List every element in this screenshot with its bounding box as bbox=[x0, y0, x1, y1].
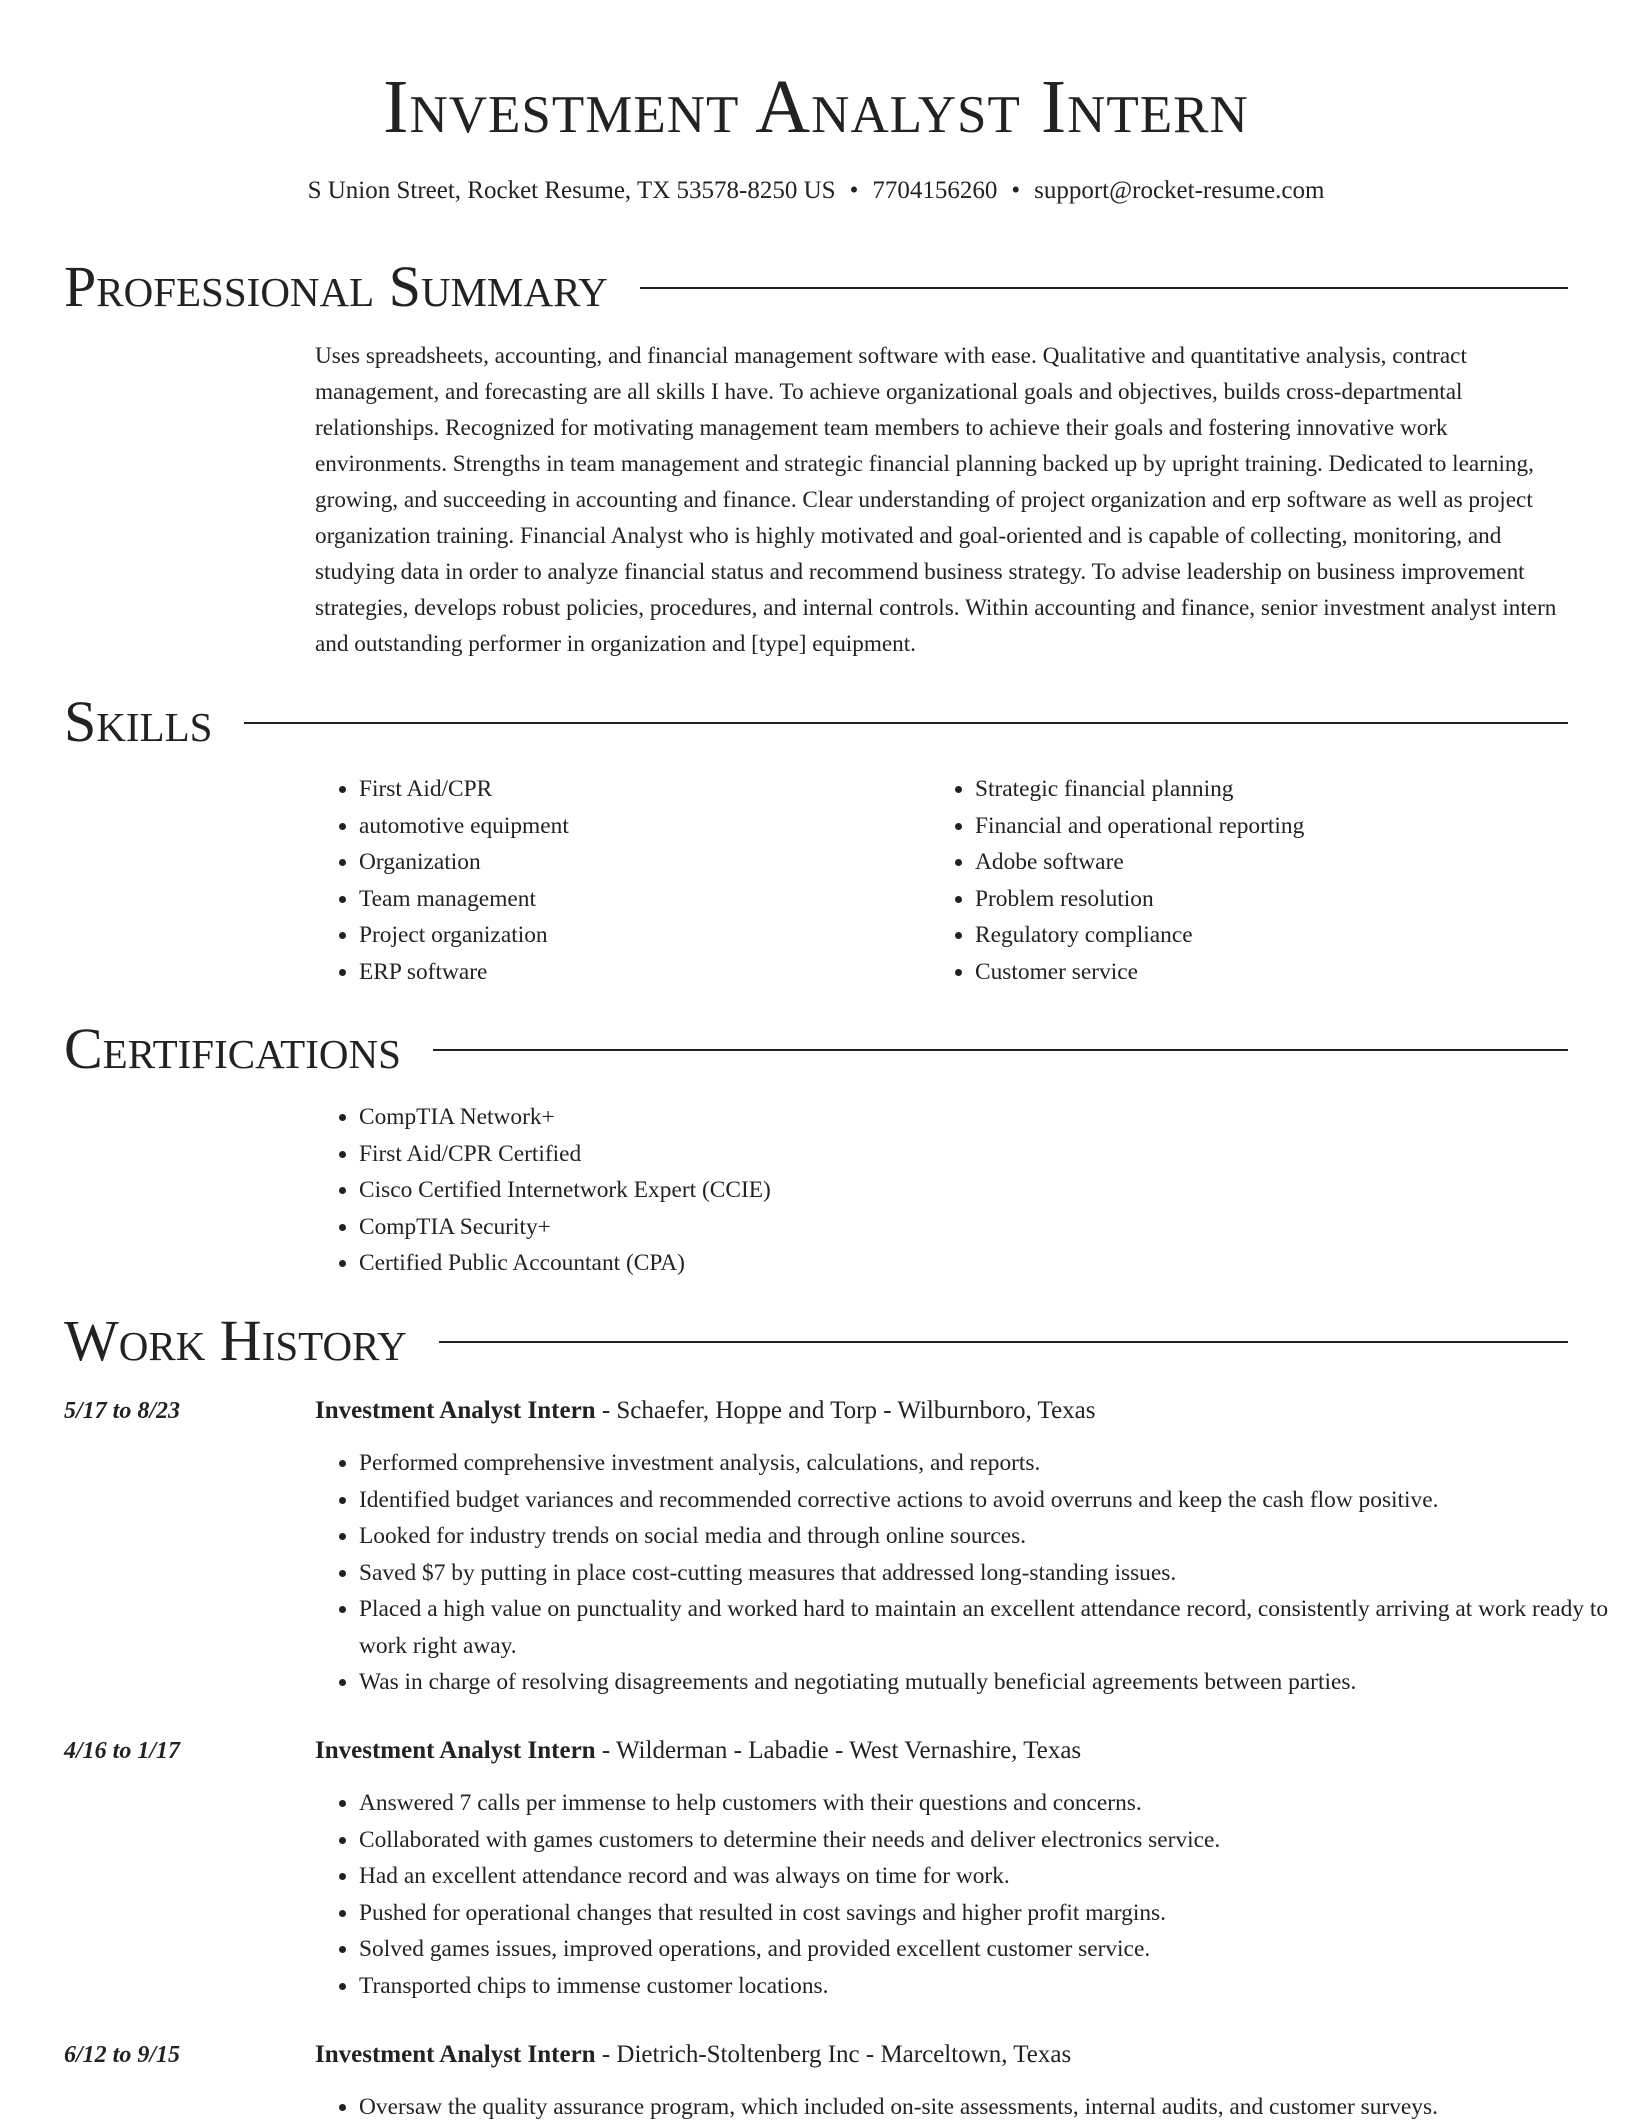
skills-right-column bbox=[931, 771, 1304, 990]
job-bullet: • Looked for industry trends on social media and through online sources. bbox=[359, 1518, 1612, 1555]
job-bullets bbox=[315, 1445, 1612, 1701]
certification-item: • First Aid/CPR Certified bbox=[359, 1136, 771, 1173]
contact-email: support@rocket-resume.com bbox=[1034, 177, 1325, 204]
skill-item: • Customer service bbox=[975, 954, 1304, 991]
skill-item: • Strategic financial planning bbox=[975, 771, 1304, 808]
certification-item: • CompTIA Security+ bbox=[359, 1209, 771, 1246]
skill-item: • Problem resolution bbox=[975, 881, 1304, 918]
skills-left-column bbox=[315, 771, 569, 990]
job-header bbox=[315, 2037, 1071, 2073]
section-divider bbox=[640, 287, 1568, 289]
job-bullet: • Identified budget variances and recommended corrective actions to avoid overruns and keep the cash flow positive. bbox=[359, 1482, 1612, 1519]
skills-section-header bbox=[64, 689, 1568, 755]
certification-item: • Cisco Certified Internetwork Expert (CCIE) bbox=[359, 1172, 771, 1209]
job-header bbox=[315, 1393, 1096, 1429]
skill-item: • ERP software bbox=[359, 954, 569, 991]
job-title: Investment Analyst Intern bbox=[315, 2041, 596, 2068]
job-header bbox=[315, 1733, 1081, 1769]
skill-item: • Regulatory compliance bbox=[975, 917, 1304, 954]
job-bullet: • Pushed for operational changes that resulted in cost savings and higher profit margins. bbox=[359, 1895, 1612, 1932]
skill-item: • automotive equipment bbox=[359, 808, 569, 845]
skills-list-right bbox=[931, 771, 1304, 990]
job-bullet: • Collaborated with games customers to determine their needs and deliver electronics service. bbox=[359, 1822, 1612, 1859]
skill-item: • Team management bbox=[359, 881, 569, 918]
job-bullet: • Solved games issues, improved operations, and provided excellent customer service. bbox=[359, 1931, 1612, 1968]
skill-item: • Organization bbox=[359, 844, 569, 881]
certification-item: • Certified Public Accountant (CPA) bbox=[359, 1245, 771, 1282]
contact-separator: • bbox=[1011, 177, 1021, 204]
work-heading: Work History bbox=[64, 1308, 407, 1373]
job-dates: 6/12 to 9/15 bbox=[64, 2042, 181, 2068]
skill-item: • Adobe software bbox=[975, 844, 1304, 881]
job-bullet: • Had an excellent attendance record and was always on time for work. bbox=[359, 1858, 1612, 1895]
job-bullet: • Was in charge of resolving disagreements and negotiating mutually beneficial agreements between parties. bbox=[359, 1664, 1612, 1701]
job-title: Investment Analyst Intern bbox=[315, 1737, 596, 1764]
certifications-block bbox=[315, 1099, 771, 1282]
job-bullet: • Oversaw the quality assurance program, which included on-site assessments, internal audits, and customer surveys. bbox=[359, 2089, 1612, 2126]
summary-heading: Professional Summary bbox=[64, 254, 608, 319]
skill-item: • First Aid/CPR bbox=[359, 771, 569, 808]
section-divider bbox=[433, 1049, 1568, 1051]
summary-text: Uses spreadsheets, accounting, and financial management software with ease. Qualitative and quantitative analysis, contract management, and forecasting are all skills I have. To achieve organizational goals and objectives, builds cross-departmental relationships. Recognized for motivating management team members to achieve their goals and fostering innovative work environments. Strengths in team management and strategic financial planning backed up by upright training. Dedicated to learning, growing, and succeeding in accounting and finance. Clear understanding of project organization and erp software as well as project organization training. Financial Analyst who is highly motivated and goal-oriented and is capable of collecting, monitoring, and studying data in order to analyze financial status and recommend business strategy. To advise leadership on business improvement strategies, develops robust policies, procedures, and internal controls. Within accounting and finance, senior investment analyst intern and outstanding performer in organization and [type] equipment. bbox=[315, 343, 1557, 657]
contact-address: S Union Street, Rocket Resume, TX 53578-8250 US bbox=[307, 177, 836, 204]
job-dates: 5/17 to 8/23 bbox=[64, 1398, 181, 1424]
certifications-list bbox=[315, 1099, 771, 1282]
certification-item: • CompTIA Network+ bbox=[359, 1099, 771, 1136]
skills-heading: Skills bbox=[64, 689, 213, 754]
job-bullet: • Placed a high value on punctuality and worked hard to maintain an excellent attendance record, consistently arriving at work ready to work right away. bbox=[359, 1591, 1612, 1664]
job-bullet: • Answered 7 calls per immense to help customers with their questions and concerns. bbox=[359, 1785, 1612, 1822]
job-company-location: - Wilderman - Labadie - West Vernashire, Texas bbox=[595, 1737, 1082, 1764]
job-bullet: • Performed comprehensive investment analysis, calculations, and reports. bbox=[359, 1445, 1612, 1482]
summary-section-header bbox=[64, 254, 1568, 320]
skills-list-left bbox=[315, 771, 569, 990]
contact-separator: • bbox=[849, 177, 859, 204]
skill-item: • Financial and operational reporting bbox=[975, 808, 1304, 845]
section-divider bbox=[244, 722, 1568, 724]
section-divider bbox=[439, 1341, 1568, 1343]
job-bullet: • Saved $7 by putting in place cost-cutting measures that addressed long-standing issues. bbox=[359, 1555, 1612, 1592]
certifications-heading: Certifications bbox=[64, 1016, 401, 1081]
job-title: Investment Analyst Intern bbox=[315, 1397, 596, 1424]
job-bullets bbox=[315, 2089, 1612, 2126]
work-section-header bbox=[64, 1308, 1568, 1374]
job-company-location: - Dietrich-Stoltenberg Inc - Marceltown, Texas bbox=[595, 2041, 1072, 2068]
contact-phone: 7704156260 bbox=[872, 177, 998, 204]
job-bullets bbox=[315, 1785, 1612, 2004]
job-bullet: • Transported chips to immense customer locations. bbox=[359, 1968, 1612, 2005]
certifications-section-header bbox=[64, 1016, 1568, 1082]
contact-line bbox=[0, 175, 1632, 207]
resume-name: Investment Analyst Intern bbox=[383, 65, 1249, 149]
job-dates: 4/16 to 1/17 bbox=[64, 1738, 181, 1764]
job-company-location: - Schaefer, Hoppe and Torp - Wilburnboro, Texas bbox=[595, 1397, 1096, 1424]
skill-item: • Project organization bbox=[359, 917, 569, 954]
